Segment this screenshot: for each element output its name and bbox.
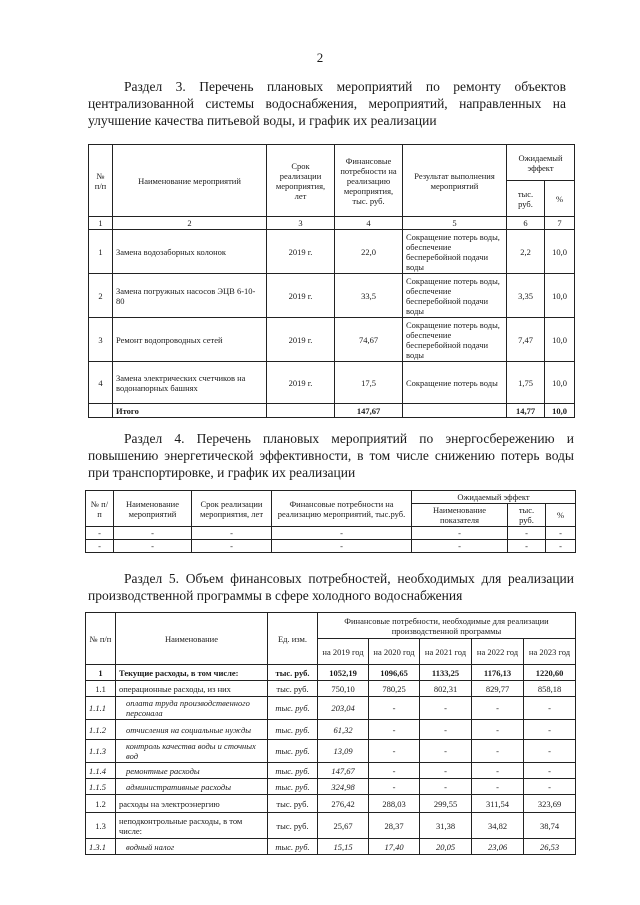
row-value: 25,67 (318, 813, 369, 839)
table-row (86, 527, 576, 540)
header-term: Срок реализации мероприятия, лет (267, 145, 335, 217)
section-4-table (85, 490, 576, 553)
header-name: Наименование мероприятий (114, 491, 192, 527)
row-effect-pct: 10,0 (545, 230, 575, 274)
row-term: 2019 г. (267, 362, 335, 404)
header-result: Результат выполнения мероприятий (403, 145, 507, 217)
cell: - (114, 527, 192, 540)
row-num: 2 (89, 274, 113, 318)
header-name: Наименование (116, 613, 268, 665)
row-financing: 22,0 (335, 230, 403, 274)
row-num: 1 (89, 230, 113, 274)
table-row (86, 665, 576, 681)
row-unit: тыс. руб. (268, 779, 318, 795)
row-unit: тыс. руб. (268, 795, 318, 813)
row-term: 2019 г. (267, 274, 335, 318)
row-value: 23,06 (472, 839, 524, 855)
row-value: 15,15 (318, 839, 369, 855)
row-value: 311,54 (472, 795, 524, 813)
row-value: - (524, 763, 576, 779)
table-row (89, 274, 575, 318)
row-unit: тыс. руб. (268, 665, 318, 681)
section-4-heading: Раздел 4. Перечень плановых мероприятий по энергосбережению и повышению энергетической эффективности, в том числе снижению потерь воды при транспортировке, и график их реализации (88, 431, 574, 480)
row-value: - (524, 779, 576, 795)
header-num: № п/п (86, 613, 116, 665)
table-row (86, 763, 576, 779)
table-row (86, 779, 576, 795)
row-unit: тыс. руб. (268, 763, 318, 779)
header-year: на 2022 год (472, 639, 524, 665)
row-value: 28,37 (369, 813, 420, 839)
header-indicator: Наименование показателя (412, 504, 508, 527)
row-unit: тыс. руб. (268, 681, 318, 697)
cell: - (412, 540, 508, 553)
header-effect: Ожидаемый эффект (507, 145, 575, 181)
cell: - (192, 527, 272, 540)
row-result: Сокращение потерь воды, обеспечение бесперебойной подачи воды (403, 274, 507, 318)
section-5-table (85, 612, 576, 855)
row-effect-rub: 2,2 (507, 230, 545, 274)
column-number: 5 (403, 217, 507, 230)
total-effect-rub: 14,77 (507, 404, 545, 418)
header-pct: % (546, 504, 576, 527)
row-name: Замена водозаборных колонок (113, 230, 267, 274)
section-3-table (88, 144, 575, 418)
row-unit: тыс. руб. (268, 813, 318, 839)
header-name: Наименование мероприятий (113, 145, 267, 217)
row-unit: тыс. руб. (268, 720, 318, 740)
table-row (86, 813, 576, 839)
header-effect-pct: % (545, 181, 575, 217)
row-value: 31,38 (420, 813, 472, 839)
row-value: 323,69 (524, 795, 576, 813)
row-name: Ремонт водопроводных сетей (113, 318, 267, 362)
row-num: 1.3.1 (86, 839, 116, 855)
row-num: 1.3 (86, 813, 116, 839)
row-value: - (420, 740, 472, 763)
row-value: 750,10 (318, 681, 369, 697)
row-value: 780,25 (369, 681, 420, 697)
row-num: 3 (89, 318, 113, 362)
cell: - (508, 527, 546, 540)
row-value: 38,74 (524, 813, 576, 839)
row-value: 858,18 (524, 681, 576, 697)
row-name: операционные расходы, из них (116, 681, 268, 697)
row-effect-rub: 7,47 (507, 318, 545, 362)
row-name: контроль качества воды и сточных вод (116, 740, 268, 763)
row-financing: 17,5 (335, 362, 403, 404)
cell: - (272, 540, 412, 553)
row-name: административные расходы (116, 779, 268, 795)
header-num: № п/п (89, 145, 113, 217)
header-num: № п/п (86, 491, 114, 527)
row-term: 2019 г. (267, 318, 335, 362)
row-value: 1133,25 (420, 665, 472, 681)
total-financing: 147,67 (335, 404, 403, 418)
row-num: 1.1.1 (86, 697, 116, 720)
row-value: - (369, 763, 420, 779)
header-rub: тыс. руб. (508, 504, 546, 527)
row-name: Замена электрических счетчиков на водонапорных башнях (113, 362, 267, 404)
row-value: 17,40 (369, 839, 420, 855)
row-value: - (524, 740, 576, 763)
row-result: Сокращение потерь воды (403, 362, 507, 404)
table-row (86, 720, 576, 740)
cell: - (272, 527, 412, 540)
row-value: - (524, 720, 576, 740)
cell: - (546, 540, 576, 553)
header-financing: Финансовые потребности на реализацию мероприятия, тыс. руб. (335, 145, 403, 217)
row-result: Сокращение потерь воды, обеспечение бесперебойной подачи воды (403, 230, 507, 274)
total-effect-pct: 10,0 (545, 404, 575, 418)
header-year: на 2020 год (369, 639, 420, 665)
row-num: 1.1.2 (86, 720, 116, 740)
column-number: 7 (545, 217, 575, 230)
header-effect: Ожидаемый эффект (412, 491, 576, 504)
row-value: 324,98 (318, 779, 369, 795)
row-unit: тыс. руб. (268, 740, 318, 763)
row-term: 2019 г. (267, 230, 335, 274)
row-value: 34,82 (472, 813, 524, 839)
cell: - (86, 527, 114, 540)
row-value: - (420, 697, 472, 720)
table-row (86, 839, 576, 855)
row-value: - (369, 740, 420, 763)
row-result: Сокращение потерь воды, обеспечение бесперебойной подачи воды (403, 318, 507, 362)
cell: - (412, 527, 508, 540)
table-row (86, 795, 576, 813)
table-row (89, 318, 575, 362)
row-effect-pct: 10,0 (545, 362, 575, 404)
row-num: 1 (86, 665, 116, 681)
row-name: неподконтрольные расходы, в том числе: (116, 813, 268, 839)
row-value: - (420, 763, 472, 779)
header-term: Срок реализации мероприятия, лет (192, 491, 272, 527)
row-name: оплата труда производственного персонала (116, 697, 268, 720)
row-unit: тыс. руб. (268, 697, 318, 720)
row-value: - (369, 779, 420, 795)
row-value: - (420, 779, 472, 795)
row-value: 26,53 (524, 839, 576, 855)
row-value: 1096,65 (369, 665, 420, 681)
row-value: 1052,19 (318, 665, 369, 681)
row-value: 1220,60 (524, 665, 576, 681)
row-financing: 74,67 (335, 318, 403, 362)
row-name: расходы на электроэнергию (116, 795, 268, 813)
row-num: 4 (89, 362, 113, 404)
row-value: 61,32 (318, 720, 369, 740)
row-value: - (472, 779, 524, 795)
row-value: 147,67 (318, 763, 369, 779)
row-value: 203,04 (318, 697, 369, 720)
header-financing: Финансовые потребности на реализацию мероприятий, тыс.руб. (272, 491, 412, 527)
cell: - (546, 527, 576, 540)
total-label: Итого (113, 404, 267, 418)
row-num: 1.1.3 (86, 740, 116, 763)
header-effect-rub: тыс. руб. (507, 181, 545, 217)
row-value: - (369, 720, 420, 740)
row-value: - (369, 697, 420, 720)
cell: - (114, 540, 192, 553)
row-value: 1176,13 (472, 665, 524, 681)
row-effect-pct: 10,0 (545, 274, 575, 318)
column-number: 1 (89, 217, 113, 230)
cell: - (508, 540, 546, 553)
header-year: на 2019 год (318, 639, 369, 665)
row-value: 299,55 (420, 795, 472, 813)
row-num: 1.1.5 (86, 779, 116, 795)
total-row (89, 404, 575, 418)
table-row (86, 740, 576, 763)
header-financing: Финансовые потребности, необходимые для реализации производственной программы (318, 613, 576, 639)
column-number: 6 (507, 217, 545, 230)
table-row (86, 540, 576, 553)
row-value: 13,09 (318, 740, 369, 763)
row-unit: тыс. руб. (268, 839, 318, 855)
header-unit: Ед. изм. (268, 613, 318, 665)
row-value: - (472, 720, 524, 740)
row-effect-rub: 1,75 (507, 362, 545, 404)
table-row (86, 681, 576, 697)
row-value: 802,31 (420, 681, 472, 697)
cell: - (192, 540, 272, 553)
table-row (89, 230, 575, 274)
row-num: 1.1.4 (86, 763, 116, 779)
row-financing: 33,5 (335, 274, 403, 318)
row-num: 1.2 (86, 795, 116, 813)
row-num: 1.1 (86, 681, 116, 697)
row-value: 288,03 (369, 795, 420, 813)
page-number: 2 (316, 50, 324, 65)
section-3-heading: Раздел 3. Перечень плановых мероприятий по ремонту объектов централизованной системы водоснабжения, мероприятий, направленных на улучшение качества питьевой воды, и график их реализации (88, 79, 566, 128)
section-5-heading: Раздел 5. Объем финансовых потребностей, необходимых для реализации производственной программы в сфере холодного водоснабжения (88, 571, 574, 603)
table-row (86, 697, 576, 720)
row-value: 20,05 (420, 839, 472, 855)
row-value: 829,77 (472, 681, 524, 697)
row-effect-pct: 10,0 (545, 318, 575, 362)
row-value: - (420, 720, 472, 740)
column-number: 4 (335, 217, 403, 230)
header-year: на 2021 год (420, 639, 472, 665)
table-row (89, 362, 575, 404)
row-value: - (524, 697, 576, 720)
row-name: ремонтные расходы (116, 763, 268, 779)
row-value: - (472, 763, 524, 779)
row-effect-rub: 3,35 (507, 274, 545, 318)
row-value: 276,42 (318, 795, 369, 813)
row-name: Текущие расходы, в том числе: (116, 665, 268, 681)
row-name: отчисления на социальные нужды (116, 720, 268, 740)
row-value: - (472, 697, 524, 720)
row-name: Замена погружных насосов ЭЦВ 6-10-80 (113, 274, 267, 318)
cell: - (86, 540, 114, 553)
header-year: на 2023 год (524, 639, 576, 665)
row-value: - (472, 740, 524, 763)
row-name: водный налог (116, 839, 268, 855)
column-number: 2 (113, 217, 267, 230)
column-number: 3 (267, 217, 335, 230)
